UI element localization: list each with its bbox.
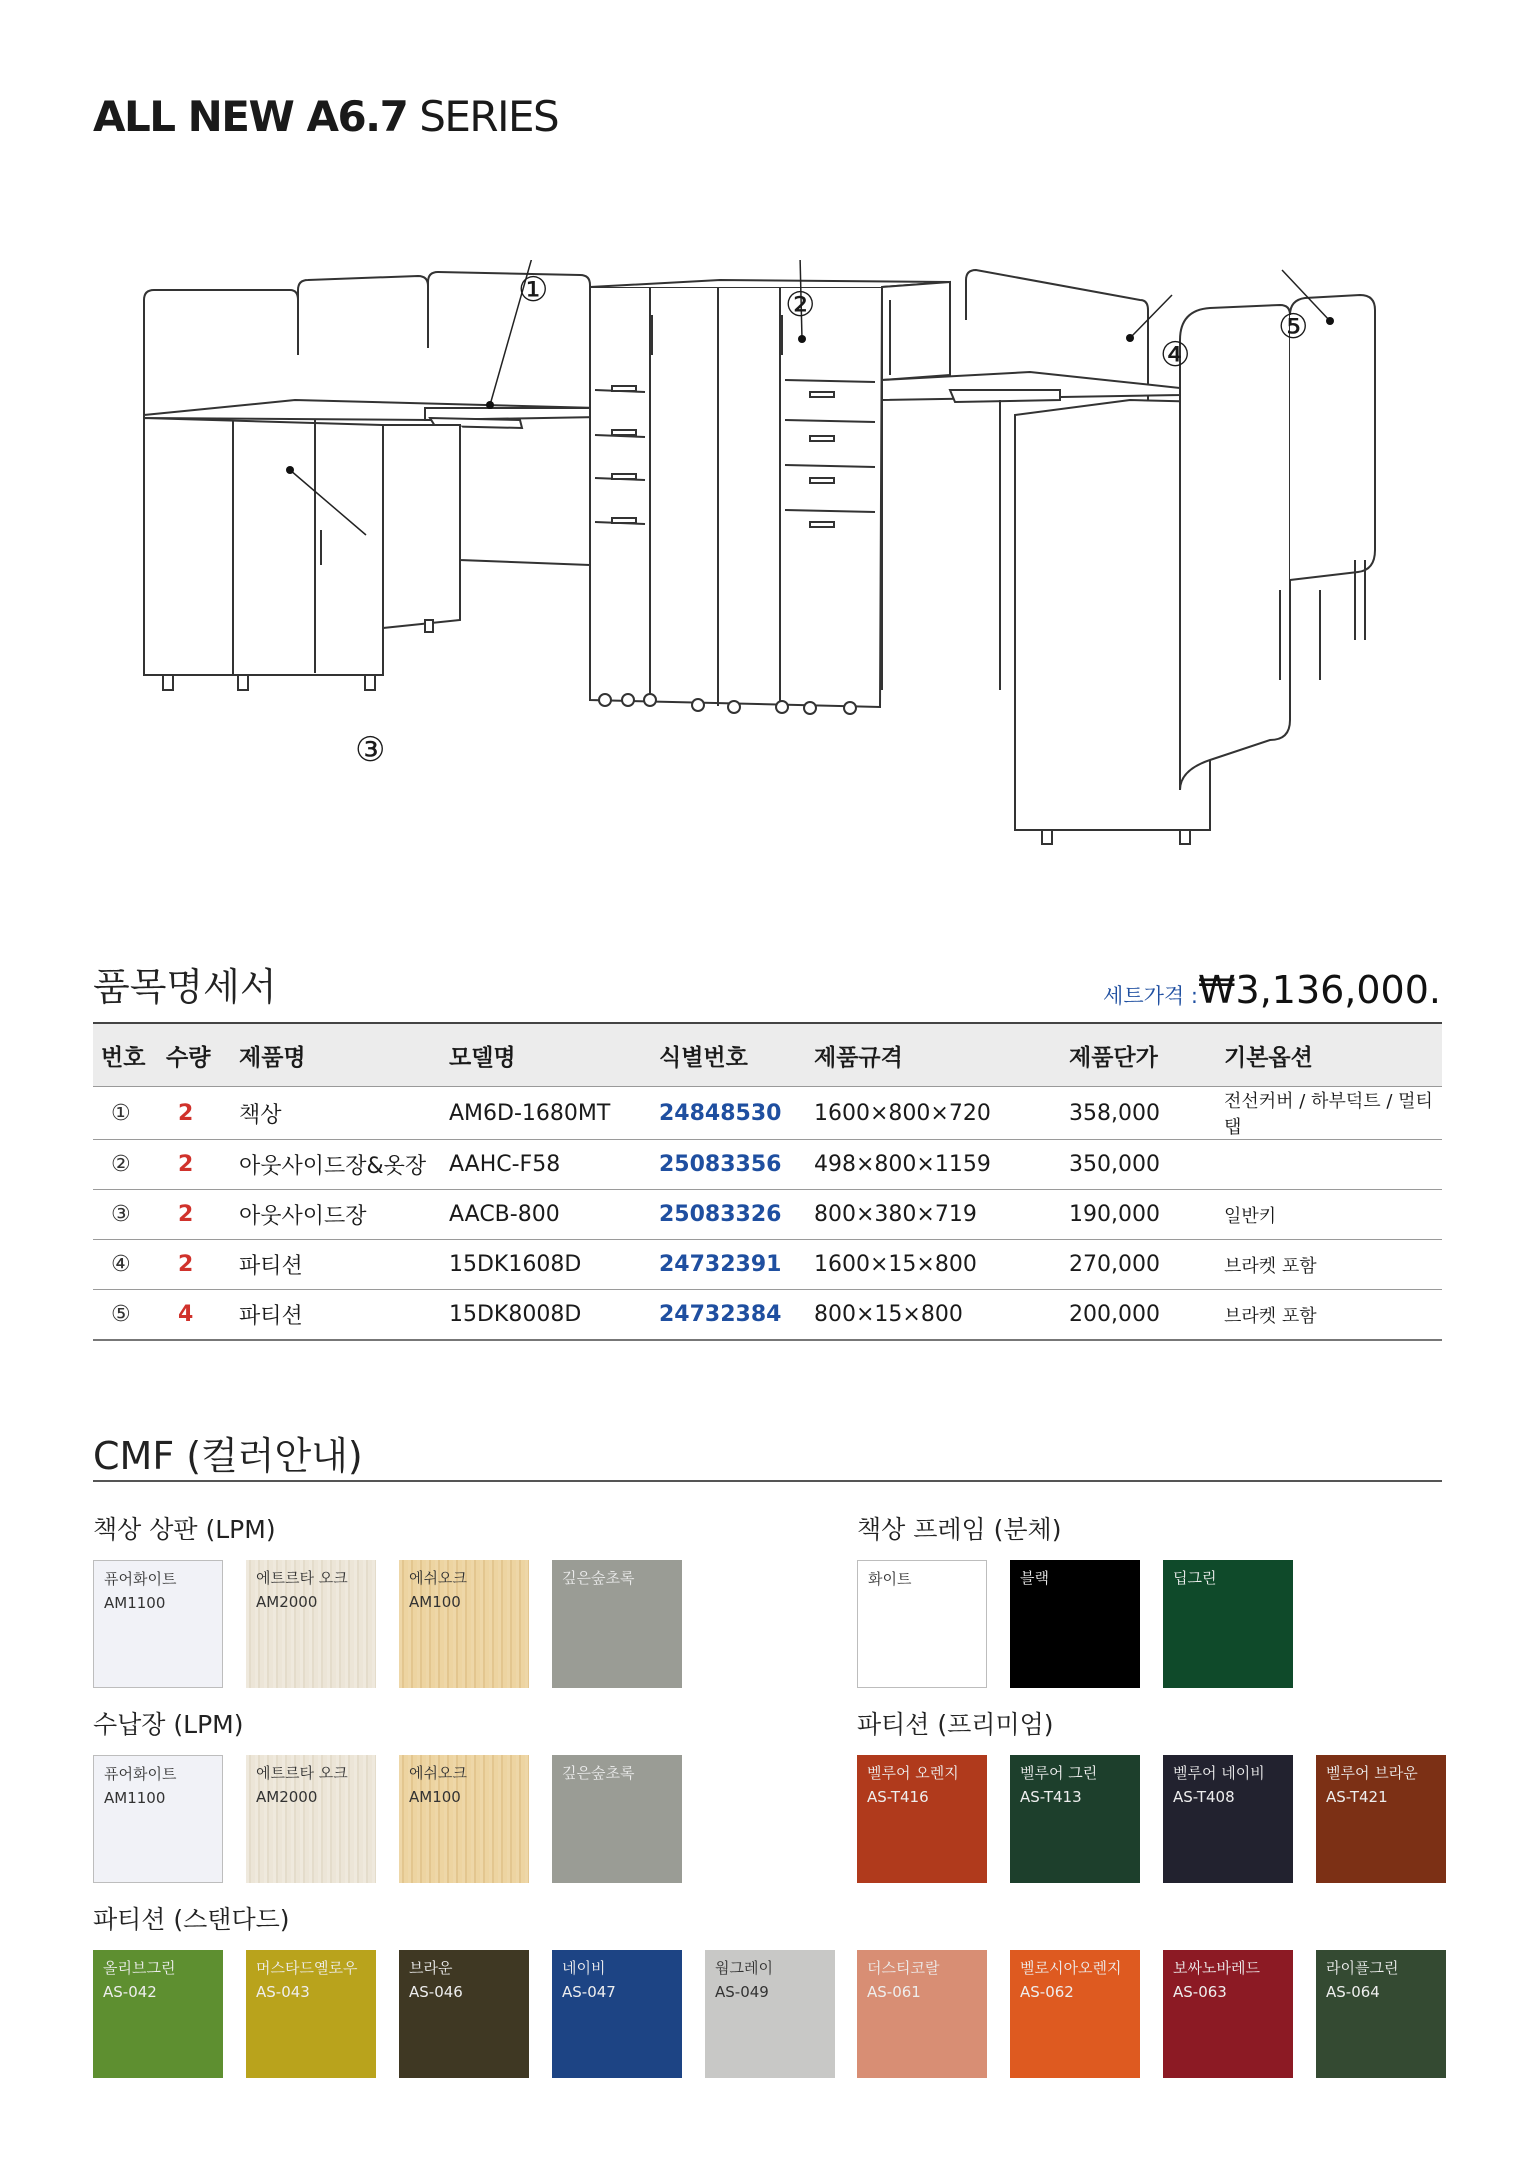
row-qty: 2	[158, 1140, 231, 1190]
swatch-storage-ash-oak[interactable]	[399, 1755, 529, 1883]
spec-heading: 품목명세서	[93, 965, 277, 1009]
swatch-name: 라이플그린	[1326, 1959, 1399, 1977]
table-row	[93, 1087, 1442, 1140]
row-option: 일반키	[1216, 1190, 1442, 1240]
row-no: ⑤	[93, 1290, 158, 1341]
row-model: AAHC-F58	[441, 1140, 651, 1190]
row-option: 전선커버 / 하부덕트 / 멀티탭	[1216, 1087, 1442, 1140]
col-option: 기본옵션	[1216, 1023, 1442, 1087]
row-size: 800×15×800	[806, 1290, 1061, 1341]
group-title-desk-top: 책상 상판 (LPM)	[93, 1515, 276, 1544]
swatch-premium-velour-green[interactable]	[1010, 1755, 1140, 1883]
col-id: 식별번호	[651, 1023, 806, 1087]
set-price-label: 세트가격 :	[1103, 984, 1198, 1008]
swatch-code: AS-046	[409, 1983, 463, 2001]
swatch-frame-black[interactable]	[1010, 1560, 1140, 1688]
swatch-standard-olive-green[interactable]	[93, 1950, 223, 2078]
swatch-code: AS-T416	[867, 1788, 929, 1806]
swatch-desk-top-ash-oak[interactable]	[399, 1560, 529, 1688]
table-row	[93, 1290, 1442, 1341]
row-price: 200,000	[1061, 1290, 1216, 1341]
row-size: 1600×800×720	[806, 1087, 1061, 1140]
swatch-name: 웜그레이	[715, 1959, 773, 1977]
group-title-storage: 수납장 (LPM)	[93, 1710, 244, 1739]
swatch-standard-rifle-green[interactable]	[1316, 1950, 1446, 2078]
col-name: 제품명	[231, 1023, 441, 1087]
row-id: 25083326	[651, 1190, 806, 1240]
swatch-code: AS-049	[715, 1983, 769, 2001]
row-qty: 2	[158, 1190, 231, 1240]
row-option	[1216, 1140, 1442, 1190]
col-qty: 수량	[158, 1023, 231, 1087]
cmf-heading: CMF (컬러안내)	[93, 1434, 363, 1478]
swatch-name: 깊은숲초록	[562, 1569, 635, 1587]
col-no: 번호	[93, 1023, 158, 1087]
swatch-storage-pure-white[interactable]	[93, 1755, 223, 1883]
callout-3: ③	[355, 730, 386, 770]
row-qty: 2	[158, 1087, 231, 1140]
callout-2: ②	[785, 285, 816, 325]
swatch-standard-brown[interactable]	[399, 1950, 529, 2078]
col-model: 모델명	[441, 1023, 651, 1087]
swatch-code: AM100	[409, 1788, 461, 1806]
swatch-storage-etretat-oak[interactable]	[246, 1755, 376, 1883]
row-name: 파티션	[231, 1290, 441, 1341]
row-price: 270,000	[1061, 1240, 1216, 1290]
swatch-code: AS-T408	[1173, 1788, 1235, 1806]
swatch-name: 딥그린	[1173, 1569, 1217, 1587]
spec-header-row	[93, 1023, 1442, 1087]
swatch-name: 벨루어 오렌지	[867, 1764, 959, 1782]
swatch-desk-top-deep-forest-green[interactable]	[552, 1560, 682, 1688]
row-name: 책상	[231, 1087, 441, 1140]
swatch-code: AS-064	[1326, 1983, 1380, 2001]
table-row	[93, 1240, 1442, 1290]
swatch-premium-velour-orange[interactable]	[857, 1755, 987, 1883]
group-title-desk-frame: 책상 프레임 (분체)	[857, 1515, 1062, 1544]
swatch-code: AM100	[409, 1593, 461, 1611]
swatch-code: AS-T413	[1020, 1788, 1082, 1806]
swatch-name: 에쉬오크	[409, 1569, 467, 1587]
swatch-code: AS-T421	[1326, 1788, 1388, 1806]
swatch-code: AM1100	[104, 1594, 166, 1612]
table-row	[93, 1140, 1442, 1190]
swatch-name: 머스타드옐로우	[256, 1959, 358, 1977]
row-model: AM6D-1680MT	[441, 1087, 651, 1140]
swatch-standard-velocia-orange[interactable]	[1010, 1950, 1140, 2078]
swatch-code: AM2000	[256, 1788, 318, 1806]
callout-1: ①	[518, 270, 549, 310]
swatch-name: 퓨어화이트	[104, 1765, 177, 1783]
swatch-name: 깊은숲초록	[562, 1764, 635, 1782]
row-size: 800×380×719	[806, 1190, 1061, 1240]
col-price: 제품단가	[1061, 1023, 1216, 1087]
swatch-standard-warm-gray[interactable]	[705, 1950, 835, 2078]
swatch-name: 벨루어 그린	[1020, 1764, 1098, 1782]
set-price-value: ₩3,136,000.	[1197, 968, 1441, 1012]
swatch-code: AS-043	[256, 1983, 310, 2001]
swatch-code: AM2000	[256, 1593, 318, 1611]
group-title-partition-standard: 파티션 (스탠다드)	[93, 1905, 290, 1934]
swatch-name: 화이트	[868, 1570, 912, 1588]
row-price: 190,000	[1061, 1190, 1216, 1240]
swatch-name: 에트르타 오크	[256, 1569, 348, 1587]
swatch-frame-deep-green[interactable]	[1163, 1560, 1293, 1688]
swatch-code: AS-062	[1020, 1983, 1074, 2001]
row-price: 350,000	[1061, 1140, 1216, 1190]
row-name: 아웃사이드장	[231, 1190, 441, 1240]
row-size: 498×800×1159	[806, 1140, 1061, 1190]
page-title: ALL NEW A6.7 SERIES	[93, 92, 559, 141]
swatch-code: AS-061	[867, 1983, 921, 2001]
swatch-name: 에쉬오크	[409, 1764, 467, 1782]
swatch-code: AS-063	[1173, 1983, 1227, 2001]
swatch-premium-velour-navy[interactable]	[1163, 1755, 1293, 1883]
row-option: 브라켓 포함	[1216, 1240, 1442, 1290]
row-qty: 2	[158, 1240, 231, 1290]
row-size: 1600×15×800	[806, 1240, 1061, 1290]
swatch-name: 보싸노바레드	[1173, 1959, 1260, 1977]
row-price: 358,000	[1061, 1087, 1216, 1140]
row-id: 24732384	[651, 1290, 806, 1341]
swatch-storage-deep-forest-green[interactable]	[552, 1755, 682, 1883]
swatch-name: 퓨어화이트	[104, 1570, 177, 1588]
swatch-desk-top-pure-white[interactable]	[93, 1560, 223, 1688]
col-size: 제품규격	[806, 1023, 1061, 1087]
row-no: ④	[93, 1240, 158, 1290]
row-id: 24848530	[651, 1087, 806, 1140]
row-no: ②	[93, 1140, 158, 1190]
swatch-frame-white[interactable]	[857, 1560, 987, 1688]
spec-table	[93, 1022, 1442, 1341]
swatch-name: 에트르타 오크	[256, 1764, 348, 1782]
swatch-code: AS-047	[562, 1983, 616, 2001]
swatch-standard-bossa-nova-red[interactable]	[1163, 1950, 1293, 2078]
cmf-divider	[93, 1480, 1442, 1482]
row-no: ③	[93, 1190, 158, 1240]
swatch-name: 벨로시아오렌지	[1020, 1959, 1122, 1977]
swatch-name: 브라운	[409, 1959, 453, 1977]
row-name: 아웃사이드장&옷장	[231, 1140, 441, 1190]
row-option: 브라켓 포함	[1216, 1290, 1442, 1341]
swatch-premium-velour-brown[interactable]	[1316, 1755, 1446, 1883]
swatch-name: 벨루어 네이비	[1173, 1764, 1265, 1782]
callout-5: ⑤	[1278, 307, 1309, 347]
set-price	[1103, 968, 1441, 1012]
swatch-code: AM1100	[104, 1789, 166, 1807]
row-model: 15DK8008D	[441, 1290, 651, 1341]
swatch-desk-top-etretat-oak[interactable]	[246, 1560, 376, 1688]
row-qty: 4	[158, 1290, 231, 1341]
furniture-illustration	[130, 260, 1410, 860]
swatch-name: 더스티코랄	[867, 1959, 940, 1977]
swatch-standard-dusty-coral[interactable]	[857, 1950, 987, 2078]
swatch-name: 블랙	[1020, 1569, 1049, 1587]
row-name: 파티션	[231, 1240, 441, 1290]
swatch-standard-mustard-yellow[interactable]	[246, 1950, 376, 2078]
row-id: 24732391	[651, 1240, 806, 1290]
table-row	[93, 1190, 1442, 1240]
swatch-name: 네이비	[562, 1959, 606, 1977]
swatch-code: AS-042	[103, 1983, 157, 2001]
row-model: AACB-800	[441, 1190, 651, 1240]
swatch-name: 올리브그린	[103, 1959, 176, 1977]
group-title-partition-premium: 파티션 (프리미엄)	[857, 1710, 1054, 1739]
swatch-standard-navy[interactable]	[552, 1950, 682, 2078]
swatch-name: 벨루어 브라운	[1326, 1764, 1418, 1782]
callout-4: ④	[1160, 335, 1191, 375]
row-model: 15DK1608D	[441, 1240, 651, 1290]
row-no: ①	[93, 1087, 158, 1140]
row-id: 25083356	[651, 1140, 806, 1190]
